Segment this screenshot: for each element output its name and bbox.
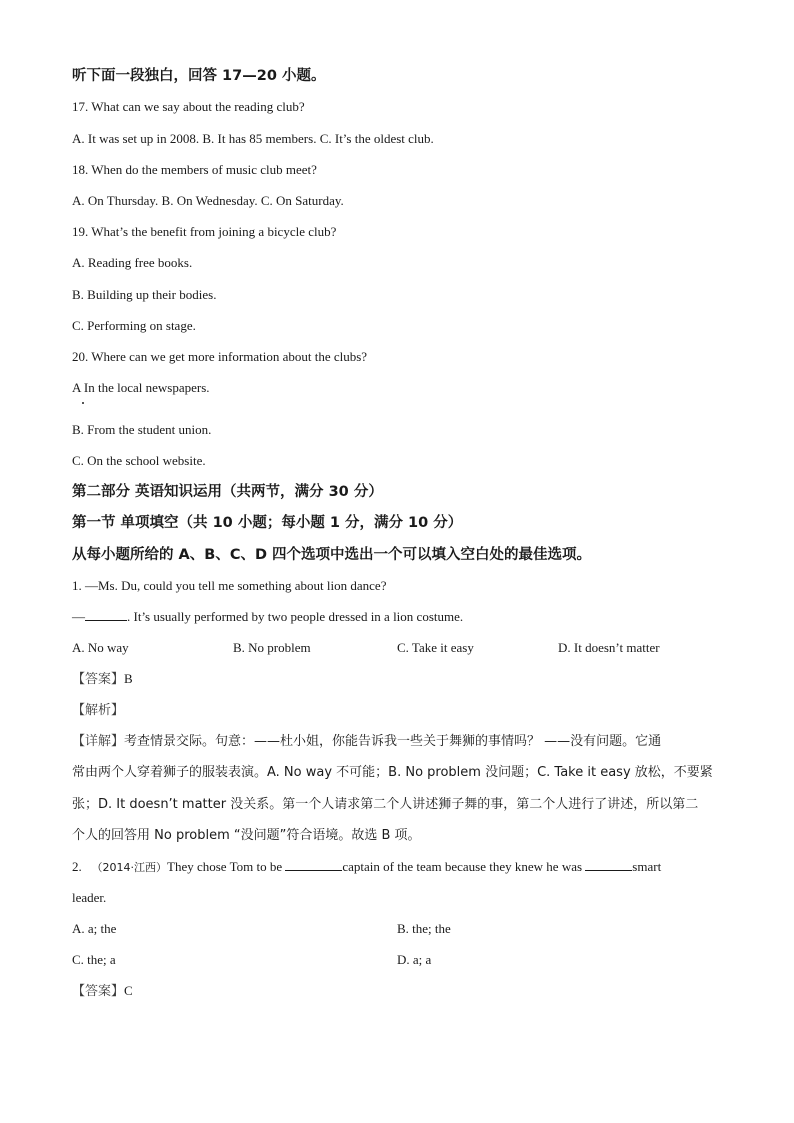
question-19: 19. What’s the benefit from joining a bicycle club? bbox=[72, 224, 337, 239]
question-18-options: A. On Thursday. B. On Wednesday. C. On Saturday. bbox=[72, 193, 344, 208]
q1-detail-line-1 bbox=[72, 733, 661, 751]
q2-number: 2. bbox=[72, 859, 82, 874]
listening-heading: 听下面一段独白，回答 17—20 小题。 bbox=[72, 68, 326, 84]
question-19-option-b: B. Building up their bodies. bbox=[72, 287, 217, 302]
q1-detail-line-4: 个人的回答用 No problem “没问题”符合语境。故选 B 项。 bbox=[72, 828, 421, 843]
q2-source: （2014·江西） bbox=[91, 861, 167, 874]
stray-dot bbox=[82, 402, 84, 404]
q1-prompt: 1. —Ms. Du, could you tell me something about lion dance? bbox=[72, 578, 387, 593]
q2-blank-1 bbox=[285, 858, 342, 871]
q2-option-c: C. the; a bbox=[72, 952, 116, 967]
q1-detail-line-2: 常由两个人穿着狮子的服装表演。A. No way 不可能；B. No problem 没问题；C. Take it easy 放松，不要紧 bbox=[72, 765, 713, 780]
q2-text-c: smart bbox=[632, 859, 662, 874]
question-20-option-c: C. On the school website. bbox=[72, 453, 206, 468]
q1-answer-label: 【答案】 bbox=[72, 672, 125, 687]
question-20: 20. Where can we get more information about the clubs? bbox=[72, 349, 368, 364]
q1-option-b: B. No problem bbox=[233, 640, 311, 655]
q1-detail-label: 【详解】 bbox=[72, 734, 125, 749]
question-20-option-b: B. From the student union. bbox=[72, 422, 212, 437]
q1-dash: — bbox=[72, 609, 85, 624]
question-19-option-a: A. Reading free books. bbox=[72, 255, 193, 270]
q2-prompt-continued: leader. bbox=[72, 890, 107, 905]
q2-text-b: captain of the team because they knew he was bbox=[342, 859, 586, 874]
q2-prompt bbox=[72, 858, 661, 877]
q1-option-d: D. It doesn’t matter bbox=[558, 640, 660, 655]
q1-response-text: . It’s usually performed by two people dressed in a lion costume. bbox=[127, 609, 464, 624]
q2-answer-label: 【答案】 bbox=[72, 984, 125, 999]
section1-instruction: 从每小题所给的 A、B、C、D 四个选项中选出一个可以填入空白处的最佳选项。 bbox=[72, 547, 592, 563]
q2-text-a: They chose Tom to be bbox=[167, 859, 286, 874]
q2-option-a: A. a; the bbox=[72, 921, 117, 936]
q1-analysis-label: 【解析】 bbox=[72, 703, 125, 718]
q1-answer-value: B bbox=[124, 671, 133, 686]
section1-title: 第一节 单项填空（共 10 小题；每小题 1 分，满分 10 分） bbox=[72, 515, 463, 531]
question-17: 17. What can we say about the reading club? bbox=[72, 99, 305, 114]
q2-option-b: B. the; the bbox=[397, 921, 451, 936]
q1-detail-line-3: 张；D. It doesn’t matter 没关系。第一个人请求第二个人讲述狮子舞的事，第二个人进行了讲述，所以第二 bbox=[72, 797, 699, 812]
question-19-option-c: C. Performing on stage. bbox=[72, 318, 196, 333]
q1-answer-line bbox=[72, 670, 133, 689]
q1-option-c: C. Take it easy bbox=[397, 640, 474, 655]
question-18: 18. When do the members of music club meet? bbox=[72, 162, 317, 177]
q1-option-a: A. No way bbox=[72, 640, 129, 655]
question-20-option-a: A In the local newspapers. bbox=[72, 380, 210, 395]
q1-blank bbox=[85, 608, 127, 621]
question-17-options: A. It was set up in 2008. B. It has 85 members. C. It’s the oldest club. bbox=[72, 131, 434, 146]
part2-title: 第二部分 英语知识运用（共两节，满分 30 分） bbox=[72, 484, 383, 500]
q2-option-d: D. a; a bbox=[397, 952, 432, 967]
q1-detail-text-1: 考查情景交际。句意：——杜小姐，你能告诉我一些关于舞狮的事情吗？ ——没有问题。它通 bbox=[124, 734, 662, 749]
q2-answer-line bbox=[72, 982, 133, 1001]
q2-answer-value: C bbox=[124, 983, 133, 998]
q1-response-line bbox=[72, 608, 463, 626]
q2-blank-2 bbox=[585, 858, 632, 871]
